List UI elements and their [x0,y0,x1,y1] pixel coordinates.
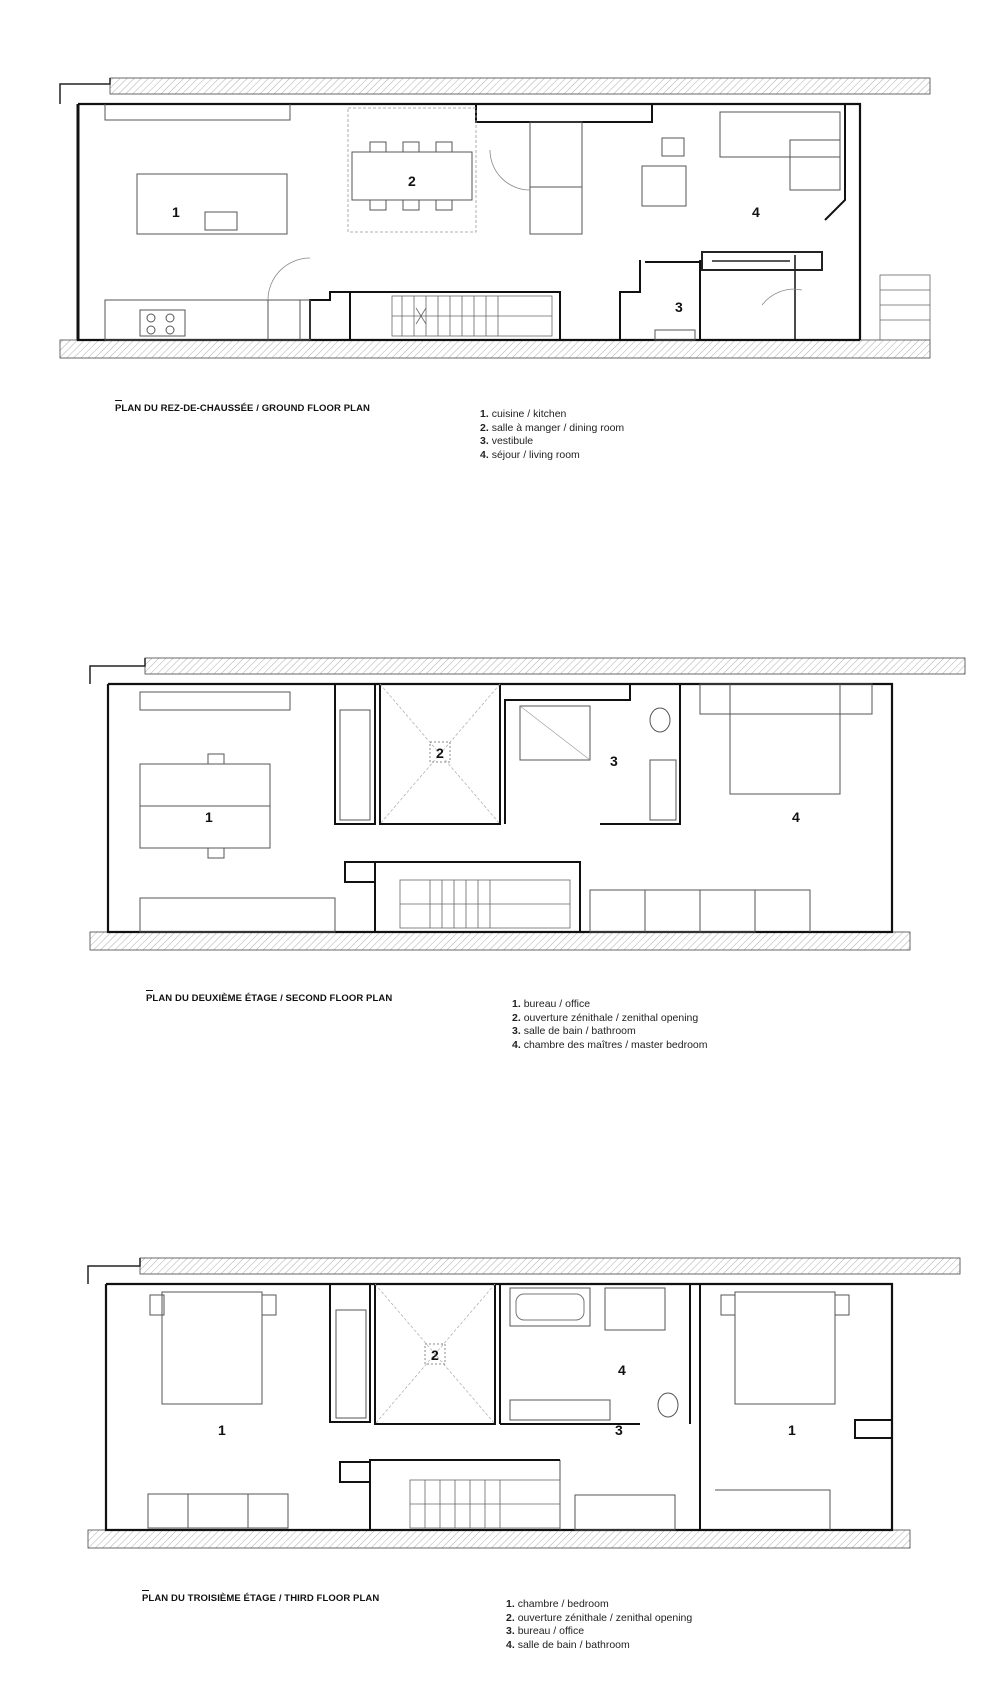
legend-item: 2. ouverture zénithale / zenithal opening [506,1611,693,1624]
legend-item: 4. salle de bain / bathroom [506,1638,630,1651]
bed [730,684,840,794]
room-label-bathroom: 3 [610,753,618,769]
ground-floor-title-block [115,400,370,414]
room-label-office: 3 [615,1422,623,1438]
armchair [642,166,686,206]
legend-item: 2. salle à manger / dining room [480,421,625,434]
third-floor-legend [506,1598,692,1652]
room-label-bedroom-left: 1 [218,1422,226,1438]
second-floor-legend [512,998,708,1052]
room-label-living: 4 [752,204,760,220]
room-label-zenithal: 2 [431,1347,439,1363]
legend-item: 2. ouverture zénithale / zenithal opening [512,1011,699,1024]
legend-item: 4. chambre des maîtres / master bedroom [512,1038,708,1051]
plan-title: PLAN DU REZ-DE-CHAUSSÉE / GROUND FLOOR PLAN [115,403,370,414]
bed [162,1292,262,1404]
second-floor-drawing [0,640,1000,960]
room-label-bedroom-right: 1 [788,1422,796,1438]
ground-floor-legend [480,408,624,462]
south-wall [60,340,930,358]
sofa [720,112,840,157]
plan-title: PLAN DU TROISIÈME ÉTAGE / THIRD FLOOR PLAN [142,1593,380,1604]
legend-item: 1. chambre / bedroom [506,1598,609,1610]
bed [735,1292,835,1404]
legend-item: 1. cuisine / kitchen [480,408,567,420]
third-floor-drawing [0,1240,1000,1560]
room-label-office: 1 [205,809,213,825]
room-label-kitchen: 1 [172,204,180,220]
second-floor-title-block [146,990,392,1004]
legend-item: 3. vestibule [480,435,534,447]
ground-floor-drawing [0,0,1000,370]
legend-item: 1. bureau / office [512,998,591,1010]
legend-item: 4. séjour / living room [480,448,580,461]
floor-outline [78,104,860,340]
legend-item: 3. bureau / office [506,1625,585,1637]
ground-floor-stairs [392,296,552,336]
room-label-bathroom: 4 [618,1362,626,1378]
desk [140,764,270,806]
second-floor-plan [0,640,1000,1060]
third-floor-title-block [142,1590,379,1604]
room-label-dining: 2 [408,173,416,189]
room-label-zenithal: 2 [436,745,444,761]
north-wall [110,78,930,94]
legend-item: 3. salle de bain / bathroom [512,1025,636,1037]
cooktop [140,310,185,336]
room-label-vestibule: 3 [675,299,683,315]
kitchen-island [137,174,287,234]
dining-area [348,108,476,232]
plan-title: PLAN DU DEUXIÈME ÉTAGE / SECOND FLOOR PLAN [146,993,393,1004]
ground-floor-plan [0,0,1000,480]
third-floor-plan [0,1240,1000,1703]
room-label-master-bedroom: 4 [792,809,800,825]
